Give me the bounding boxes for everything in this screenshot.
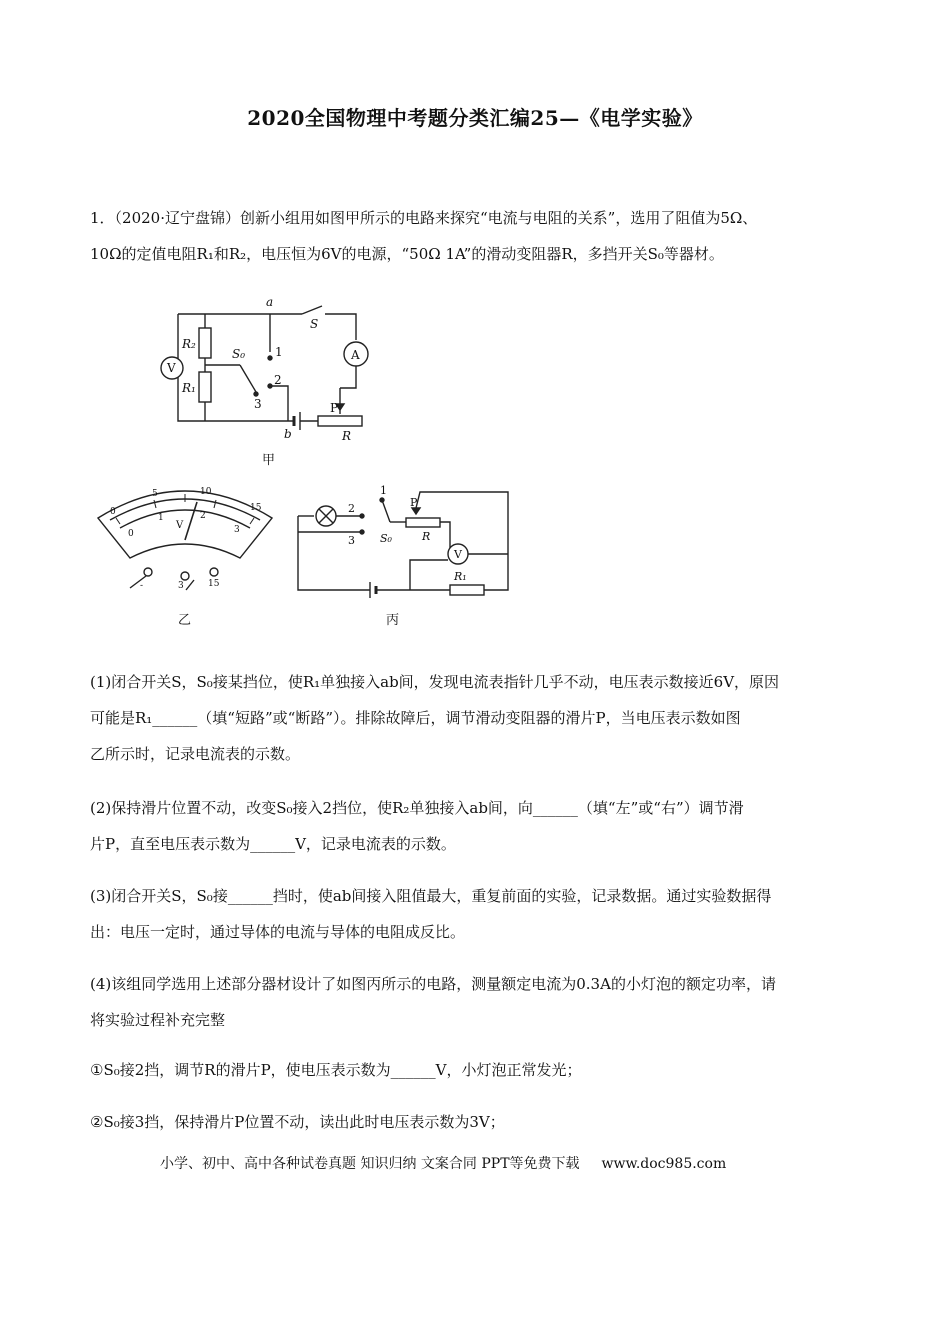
- step-1: ①S₀接2挡，调节R的滑片P，使电压表示数为______V，小灯泡正常发光；: [90, 1061, 582, 1079]
- label-r2: R₂: [182, 337, 196, 351]
- terminal-3: [254, 392, 258, 396]
- intro-line: 10Ω的定值电阻R₁和R₂，电压恒为6V的电源，“50Ω 1A”的滑动变阻器R，多挡开关S₀等器材。: [90, 245, 724, 263]
- label-1: 1: [275, 345, 283, 359]
- switch-s0-blade: [240, 365, 256, 392]
- scale-bottom-label: 1: [158, 513, 164, 523]
- wire: [410, 560, 448, 590]
- terminal-15: [210, 568, 218, 576]
- terminal-label: -: [140, 581, 144, 591]
- terminal-label: 3: [178, 581, 184, 591]
- caption-yi: 乙: [178, 613, 192, 628]
- figure-bing-circuit: [290, 482, 520, 628]
- probe-lead: [130, 576, 146, 588]
- label-s0: S₀: [232, 347, 246, 361]
- q2-line: 片P，直至电压表示数为______V，记录电流表的示数。: [90, 835, 456, 853]
- label-v: V: [167, 361, 176, 375]
- label-r: R: [422, 530, 431, 543]
- label-2: 2: [274, 373, 282, 387]
- label-1: 1: [380, 484, 387, 497]
- scale-bottom-label: 2: [200, 511, 206, 521]
- label-b: b: [284, 427, 292, 441]
- q2-line: (2)保持滑片位置不动，改变S₀接入2挡位，使R₂单独接入ab间，向______（填“左”或“右”）调节滑: [90, 799, 744, 817]
- switch-s-blade: [302, 306, 322, 314]
- label-a: a: [266, 295, 274, 309]
- question-3: [90, 878, 865, 950]
- page-footer: [160, 1153, 726, 1173]
- scale-top-label: 10: [200, 487, 212, 497]
- figure-yi-voltmeter: [90, 478, 280, 628]
- footer-url[interactable]: www.doc985.com: [601, 1156, 727, 1172]
- page-title: 2020全国物理中考题分类汇编25—《电学实验》: [247, 106, 703, 130]
- q4-line: 将实验过程补充完整: [90, 1011, 226, 1029]
- q1-line: 可能是R₁______（填“短路”或“断路”）。排除故障后，调节滑动变阻器的滑片P，当电压表示数如图: [90, 709, 741, 727]
- probe-lead: [186, 580, 194, 590]
- label-s: S: [310, 317, 319, 331]
- q3-line: 出：电压一定时，通过导体的电流与导体的电阻成反比。: [90, 923, 466, 941]
- terminal-3: [360, 530, 364, 534]
- q1-line: (1)闭合开关S，S₀接某挡位，使R₁单独接入ab间，发现电流表指针几乎不动，电压表示数接近6V，原因: [90, 673, 780, 691]
- caption-jia: 甲: [262, 453, 276, 468]
- q4-line: (4)该组同学选用上述部分器材设计了如图丙所示的电路，测量额定电流为0.3A的小灯泡的额定功率，请: [90, 975, 776, 993]
- switch-s0-blade: [382, 500, 390, 522]
- caption-bing: 丙: [386, 613, 400, 628]
- rheostat-r: [406, 518, 440, 527]
- wire: [325, 314, 356, 340]
- resistor-r1: [199, 372, 211, 402]
- scale-top-label: 5: [152, 489, 158, 499]
- label-v: V: [454, 548, 462, 561]
- terminal-label: 15: [208, 579, 220, 589]
- label-ammeter: A: [351, 348, 360, 362]
- question-2: [90, 790, 865, 862]
- rheostat-r: [318, 416, 362, 426]
- q1-line: 乙所示时，记录电流表的示数。: [90, 745, 301, 763]
- unit-v: V: [176, 520, 184, 531]
- terminal-2: [360, 514, 364, 518]
- step-2: ②S₀接3挡，保持滑片P位置不动，读出此时电压表示数为3V；: [90, 1113, 505, 1131]
- label-s0: S₀: [380, 532, 392, 545]
- question-1: [90, 664, 865, 772]
- question-4: [90, 966, 865, 1038]
- wire: [178, 314, 294, 421]
- label-r: R: [342, 429, 352, 443]
- wire: [484, 558, 508, 590]
- footer-text: 小学、初中、高中各种试卷真题 知识归纳 文案合同 PPT等免费下载: [160, 1156, 580, 1172]
- label-3: 3: [254, 397, 262, 411]
- terminal-3: [181, 572, 189, 580]
- label-p: P: [330, 401, 339, 415]
- label-3: 3: [348, 534, 355, 547]
- scale-top-label: 15: [250, 503, 262, 513]
- scale-bottom-label: 0: [128, 529, 134, 539]
- terminal-minus: [144, 568, 152, 576]
- wire: [298, 516, 370, 590]
- terminal-1: [268, 356, 272, 360]
- intro-line: 1．（2020·辽宁盘锦）创新小组用如图甲所示的电路来探究“电流与电阻的关系”，选用了阻值为5Ω、: [90, 209, 758, 227]
- label-r1: R₁: [182, 381, 196, 395]
- figure-jia-circuit: [150, 292, 390, 472]
- wire: [340, 366, 356, 388]
- resistor-r2: [199, 328, 211, 358]
- scale-bottom-label: 3: [234, 525, 240, 535]
- label-r1: R₁: [454, 570, 467, 583]
- wire-b: [270, 386, 288, 421]
- q3-line: (3)闭合开关S，S₀接______挡时，使ab间接入阻值最大，重复前面的实验，记录数据。通过实验数据得: [90, 887, 772, 905]
- problem-intro: [90, 200, 865, 272]
- resistor-r1: [450, 585, 484, 595]
- scale-top-label: 0: [110, 507, 116, 517]
- label-p: P: [410, 496, 418, 509]
- label-2: 2: [348, 502, 355, 515]
